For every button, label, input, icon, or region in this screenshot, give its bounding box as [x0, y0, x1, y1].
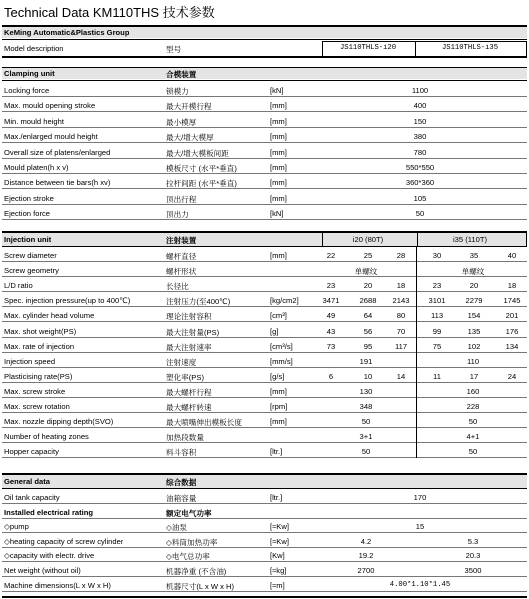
injection-row-label: Max. cylinder head volume [4, 311, 95, 321]
general-head-rule [2, 488, 527, 489]
injection-row-value: 18 [396, 281, 406, 291]
row-divider [2, 276, 527, 277]
injection-row-value-i20: 3+1 [359, 432, 373, 442]
injection-row-value: 3101 [428, 296, 446, 306]
injection-row-value: 11 [433, 371, 441, 381]
clamping-row-label: Ejection stroke [4, 193, 54, 203]
injection-row-value: 10 [363, 371, 373, 381]
row-divider [2, 412, 527, 413]
injection-row-value: 1745 [503, 296, 521, 306]
general-row-value-i20: 19.2 [358, 551, 374, 561]
injection-row-label: Spec. injection pressure(up to 400℃) [4, 296, 131, 306]
injection-row-value: 28 [396, 251, 406, 260]
injection-row-value-i35: 50 [468, 447, 478, 457]
row-divider [2, 173, 527, 174]
injection-row-value: 20 [469, 281, 479, 291]
row-divider [2, 219, 527, 220]
general-row-label-cn: ◇油泵 [166, 523, 188, 533]
general-row-value-i35: 20.3 [465, 551, 481, 561]
company-name: KeMing Automatic&Plastics Group [4, 28, 130, 37]
clamping-row-value: 360*360 [405, 178, 435, 188]
injection-row-value-i35: 228 [466, 402, 480, 411]
row-divider [2, 96, 527, 97]
group-label-1: i20 (80T) [352, 235, 384, 244]
model-rule [2, 56, 527, 58]
injection-row-unit: [cm³/s] [270, 341, 293, 351]
general-row-value: 4.00*1.10*1.45 [389, 580, 451, 589]
row-divider [2, 382, 527, 383]
row-divider [2, 561, 527, 562]
clamping-row-unit: [mm] [270, 132, 287, 142]
general-row-label: Oil tank capacity [4, 493, 60, 502]
injection-row-label-cn: 注射压力(至400℃) [166, 297, 231, 307]
clamping-top-rule [2, 67, 527, 68]
clamping-row-label-cn: 顶出行程 [166, 194, 197, 204]
general-row-value-i35: 3500 [464, 566, 482, 575]
clamping-row-label: Max. mould opening stroke [4, 101, 96, 111]
general-row-label: ◇heating capacity of screw cylinder [4, 536, 124, 546]
row-divider [2, 591, 527, 592]
model-name-2: JS110THLS-i35 [441, 44, 499, 52]
clamping-row-value: 150 [413, 116, 427, 126]
row-divider [2, 188, 527, 189]
row-divider [2, 442, 527, 443]
injection-row-value-i35: 160 [466, 386, 480, 396]
injection-row-label: Injection speed [4, 356, 56, 366]
general-row-label-cn: 机器尺寸(L x W x H) [166, 581, 235, 591]
injection-row-label: Max. screw rotation [4, 402, 70, 411]
row-divider [2, 576, 527, 577]
row-divider [2, 337, 527, 338]
general-row-unit: [ltr.] [270, 493, 283, 502]
clamping-row-value: 550*550 [405, 163, 435, 172]
general-row-label-cn: ◇料筒加热功率 [166, 537, 218, 547]
general-title: General data [4, 477, 51, 486]
clamping-row-unit: [mm] [270, 147, 287, 157]
injection-row-value-i35: 50 [468, 417, 478, 427]
row-divider [2, 158, 527, 159]
clamping-row-label-cn: 模板尺寸 (水平*垂直) [166, 164, 237, 173]
general-row-unit: [Kw] [270, 551, 285, 561]
general-row-label-cn: 额定电气功率 [166, 508, 212, 518]
clamping-row-label: Distance between tie bars(h xv) [4, 178, 111, 188]
row-divider [2, 352, 527, 353]
row-divider [2, 111, 527, 112]
row-divider [2, 532, 527, 533]
row-divider [2, 306, 527, 307]
row-divider [2, 204, 527, 205]
clamping-row-value: 1100 [411, 86, 429, 95]
injection-row-value-i35: 单螺纹 [461, 267, 485, 277]
injection-row-label-cn: 长径比 [166, 282, 189, 292]
general-row-unit: [≈Kw] [270, 536, 289, 546]
injection-row-value-i35: 4+1 [466, 432, 480, 442]
general-band [2, 474, 527, 488]
row-divider [2, 518, 527, 519]
injection-row-value: 20 [363, 281, 373, 291]
general-row-unit: [≈m] [270, 580, 285, 590]
injection-title: Injection unit [4, 235, 52, 244]
clamping-row-label-cn: 最小模厚 [166, 117, 197, 127]
model-label: Model description [4, 44, 64, 53]
injection-row-label-cn: 螺杆直径 [166, 252, 197, 261]
general-row-label: Installed electrical rating [4, 507, 94, 517]
injection-row-value: 70 [396, 326, 406, 336]
general-row-label: Net weight (without oil) [4, 566, 81, 575]
injection-row-label: Max. screw stroke [4, 386, 66, 396]
injection-row-label-cn: 加热段数量 [166, 433, 204, 443]
group-divider [416, 246, 417, 458]
general-row-value: 15 [415, 522, 425, 532]
injection-row-value: 23 [326, 281, 336, 291]
general-row-unit: [≈Kw] [270, 522, 289, 532]
injection-row-value: 2143 [392, 296, 410, 306]
injection-row-value: 56 [363, 326, 373, 336]
row-divider [2, 321, 527, 322]
row-divider [2, 367, 527, 368]
general-row-label: ◇capacity with electr. drive [4, 551, 95, 561]
injection-row-value: 113 [430, 311, 444, 321]
clamping-row-unit: [kN] [270, 86, 284, 95]
injection-row-value: 40 [507, 251, 517, 260]
clamping-row-unit: [mm] [270, 193, 287, 203]
injection-row-value: 80 [396, 311, 406, 321]
injection-row-value: 102 [467, 341, 481, 351]
clamping-row-label: Max./enlarged mould height [4, 132, 98, 142]
injection-row-unit: [mm] [270, 417, 287, 427]
general-row-label: Machine dimensions(L x W x H) [4, 580, 111, 590]
injection-row-label: Number of heating zones [4, 432, 89, 442]
clamping-row-unit: [mm] [270, 101, 287, 111]
clamping-row-label-cn: 最大/增大模厚 [166, 133, 214, 143]
injection-row-value: 117 [394, 341, 408, 351]
row-divider [2, 291, 527, 292]
general-row-value-i20: 4.2 [360, 536, 372, 546]
injection-row-value: 49 [326, 311, 336, 321]
clamping-title: Clamping unit [4, 69, 55, 78]
clamping-row-value: 380 [413, 132, 427, 142]
row-divider [2, 547, 527, 548]
model-name-1: JS110THLS-i20 [339, 44, 397, 52]
clamping-row-unit: [mm] [270, 116, 287, 126]
clamping-row-label-cn: 顶出力 [166, 210, 189, 220]
clamping-row-label-cn: 拉杆间距 (水平*垂直) [166, 179, 237, 189]
clamping-row-label: Ejection force [4, 209, 51, 219]
clamping-row-unit: [kN] [270, 209, 284, 219]
injection-row-value-i20: 191 [359, 356, 373, 366]
injection-row-value: 201 [505, 311, 519, 321]
general-row-label: ◇pump [4, 522, 29, 532]
row-divider [2, 427, 527, 428]
group-label-2: i35 (110T) [452, 235, 488, 244]
clamping-row-value: 50 [415, 209, 425, 219]
row-divider [2, 127, 527, 128]
injection-row-value: 176 [505, 326, 519, 336]
injection-row-value: 14 [396, 371, 406, 381]
row-divider [2, 457, 527, 458]
clamping-row-label: Mould platen(h x v) [4, 163, 69, 172]
injection-row-value: 6 [328, 371, 334, 381]
clamping-row-value: 780 [413, 147, 427, 157]
injection-row-value: 134 [505, 341, 519, 351]
injection-row-value: 25 [363, 251, 373, 260]
row-divider [2, 142, 527, 143]
injection-row-value: 99 [432, 326, 442, 336]
clamping-row-value: 105 [413, 193, 427, 203]
injection-row-label-cn: 料斗容积 [166, 448, 197, 458]
injection-row-label-cn: 螺杆形状 [166, 267, 197, 277]
injection-row-label: Max. nozzle dipping depth(SVO) [4, 417, 114, 427]
injection-row-value: 23 [432, 281, 442, 291]
injection-row-value-i20: 348 [359, 402, 373, 411]
injection-row-label-cn: 塑化率(PS) [166, 372, 204, 382]
clamping-row-label-cn: 最大开模行程 [166, 102, 212, 112]
row-divider [2, 397, 527, 398]
injection-row-value: 43 [326, 326, 336, 336]
clamping-bottom-rule [2, 80, 527, 81]
injection-row-label: Max. rate of injection [4, 341, 75, 351]
injection-row-label-cn: 最大喷嘴伸出模板长度 [166, 418, 242, 428]
company-rule [2, 39, 527, 40]
injection-row-label: Hopper capacity [4, 447, 59, 457]
injection-row-value: 154 [467, 311, 481, 321]
injection-row-value: 95 [363, 341, 373, 351]
general-row-value-i35: 5.3 [467, 536, 479, 546]
injection-row-value: 75 [432, 341, 442, 351]
general-top-rule [2, 473, 527, 475]
injection-row-label: Screw geometry [4, 266, 59, 276]
injection-row-unit: [mm/s] [270, 356, 293, 366]
injection-row-label-cn: 最大螺杆行程 [166, 387, 212, 397]
general-row-value-i20: 2700 [357, 566, 375, 575]
injection-row-value: 3471 [322, 296, 340, 306]
injection-row-value: 35 [469, 251, 479, 260]
injection-row-value-i20: 50 [361, 447, 371, 457]
injection-row-value: 30 [432, 251, 442, 260]
general-row-label-cn: 油箱容量 [166, 494, 197, 503]
bottom-rule [2, 596, 527, 598]
injection-row-value: 135 [467, 326, 481, 336]
row-divider [2, 503, 527, 504]
injection-row-value-i20: 130 [359, 386, 373, 396]
injection-row-label-cn: 理论注射容积 [166, 312, 212, 322]
injection-row-label: Max. shot weight(PS) [4, 326, 77, 336]
injection-row-unit: [cm³] [270, 311, 287, 321]
general-row-value: 170 [413, 493, 427, 502]
injection-row-value-i20: 单螺纹 [354, 267, 378, 277]
injection-head-rule [2, 246, 527, 247]
clamping-row-label: Overall size of platens/enlarged [4, 147, 111, 157]
injection-row-value: 18 [507, 281, 517, 291]
injection-row-label-cn: 注射速度 [166, 357, 197, 367]
injection-row-unit: [g] [270, 326, 279, 336]
injection-row-unit: [g/s] [270, 371, 285, 381]
injection-row-value: 73 [326, 341, 336, 351]
clamping-title-cn: 合模装置 [166, 70, 197, 79]
clamping-row-label-cn: 最大/增大模板间距 [166, 148, 229, 158]
injection-row-label-cn: 最大螺杆转速 [166, 403, 212, 412]
clamping-row-label-cn: 锁模力 [166, 87, 189, 96]
clamping-row-unit: [mm] [270, 178, 287, 188]
clamping-row-unit: [mm] [270, 163, 287, 172]
injection-row-value: 64 [363, 311, 373, 321]
general-row-label-cn: 机器净重 (不含油) [166, 567, 227, 576]
injection-row-label: Plasticising rate(PS) [4, 371, 73, 381]
injection-row-label: L/D ratio [4, 281, 33, 291]
injection-row-value: 2279 [465, 296, 483, 306]
injection-row-label-cn: 最大注射量(PS) [166, 327, 220, 337]
injection-row-value-i35: 110 [466, 356, 480, 366]
injection-title-cn: 注射装置 [166, 236, 197, 245]
injection-row-value: 2688 [359, 296, 377, 306]
injection-row-unit: [mm] [270, 251, 287, 260]
clamping-band [2, 67, 527, 79]
clamping-row-label: Min. mould height [4, 116, 64, 126]
page-title: Technical Data KM110THS 技术参数 [4, 5, 215, 20]
row-divider [2, 261, 527, 262]
general-title-cn: 综合数据 [166, 478, 197, 487]
injection-row-label-cn: 最大注射速率 [166, 342, 212, 352]
general-row-unit: [≈kg] [270, 566, 287, 575]
injection-row-unit: [ltr.] [270, 447, 283, 457]
general-row-label-cn: ◇电气总功率 [166, 552, 210, 562]
injection-row-value-i20: 50 [361, 417, 371, 427]
injection-row-value: 17 [469, 371, 479, 381]
injection-row-unit: [kg/cm2] [270, 296, 299, 306]
model-label-cn: 型号 [166, 45, 182, 54]
injection-row-unit: [mm] [270, 386, 287, 396]
clamping-row-label: Locking force [4, 86, 50, 95]
injection-row-value: 22 [326, 251, 336, 260]
injection-row-label: Screw diameter [4, 251, 57, 260]
clamping-row-value: 400 [413, 101, 427, 111]
injection-row-value: 24 [507, 371, 517, 381]
injection-row-unit: [rpm] [270, 402, 288, 411]
